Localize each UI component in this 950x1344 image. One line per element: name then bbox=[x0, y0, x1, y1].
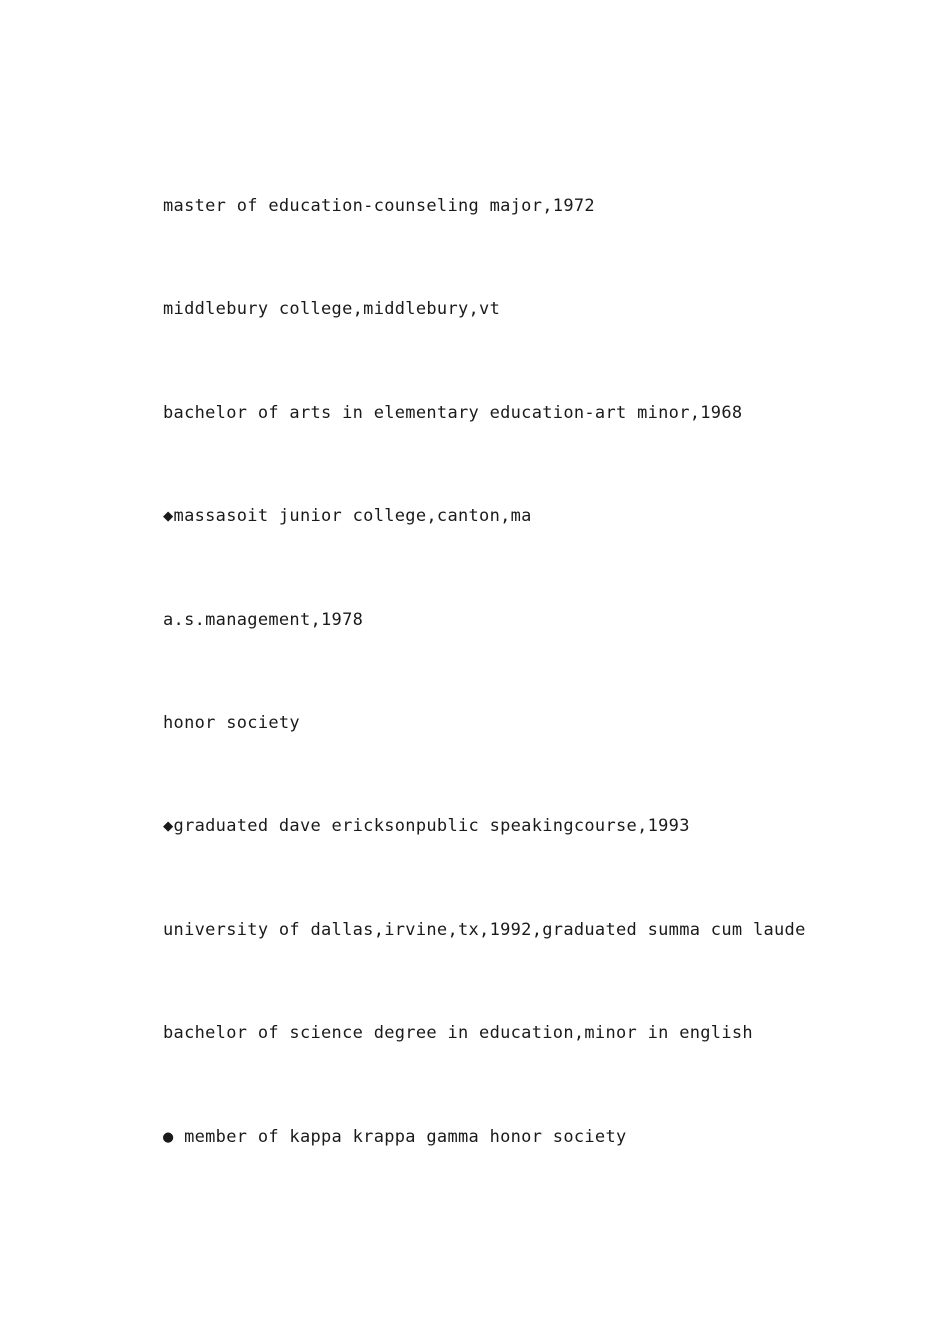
school-line-massasoit: ◆massasoit junior college,canton,ma bbox=[163, 506, 532, 526]
course-line-public-speaking: ◆graduated dave ericksonpublic speakingcourse,1993 bbox=[163, 816, 690, 836]
school-line-middlebury: middlebury college,middlebury,vt bbox=[163, 299, 501, 319]
membership-line-kappa: ● member of kappa krappa gamma honor society bbox=[163, 1127, 627, 1147]
degree-line-as-management: a.s.management,1978 bbox=[163, 610, 364, 630]
degree-line-master-education: master of education-counseling major,1972 bbox=[163, 196, 595, 216]
school-line-university-dallas: university of dallas,irvine,tx,1992,graduated summa cum laude bbox=[163, 920, 806, 940]
degree-line-bachelor-arts: bachelor of arts in elementary education-art minor,1968 bbox=[163, 403, 743, 423]
degree-line-bachelor-science: bachelor of science degree in education,minor in english bbox=[163, 1023, 753, 1043]
honor-society-line: honor society bbox=[163, 713, 300, 733]
